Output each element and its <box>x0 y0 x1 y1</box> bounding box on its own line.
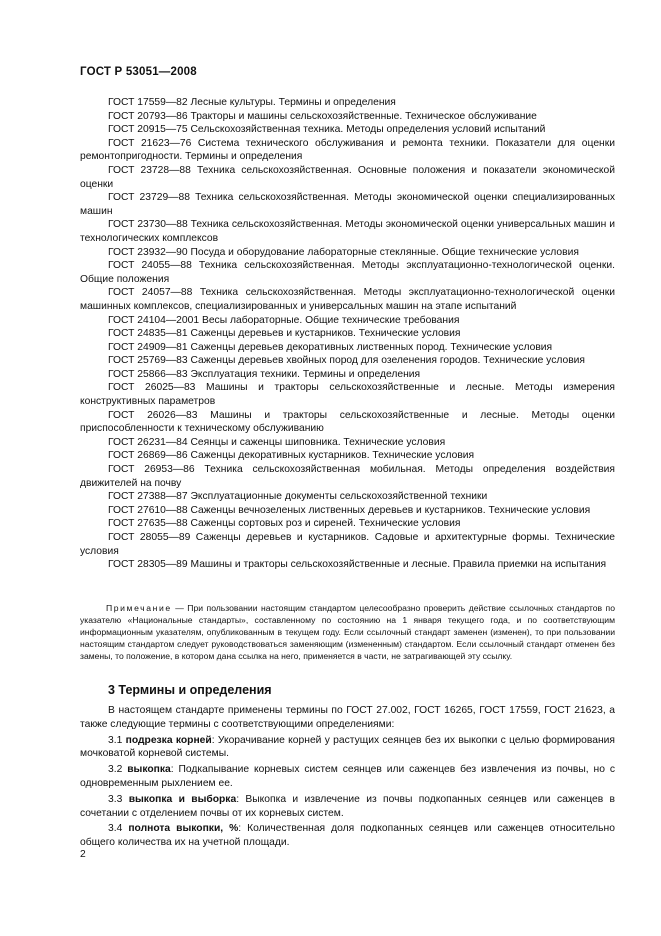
section-intro: В настоящем стандарте применены термины по ГОСТ 27.002, ГОСТ 16265, ГОСТ 17559, ГОСТ 21623, а также следующие термины с соответствующими определениями: <box>80 705 615 730</box>
note-text: — При пользовании настоящим стандартом целесообразно проверить действие ссылочных стандартов по указателю «Национальные стандарты», составленному по состоянию на 1 января текущего года, и по соответствующим информационным указателям, опубликованным в текущем году. Если ссылочный стандарт заменен (изменен), то при пользовании настоящим стандартом следует руководствоваться заменяющим (измененным) стандартом. Если ссылочный стандарт отменен без замены, то положение, в котором дана ссылка на него, применяется в части, не затрагивающей эту ссылку. <box>80 603 615 661</box>
normative-references-list <box>80 96 615 572</box>
term-number: 3.3 <box>108 793 123 805</box>
reference-item: ГОСТ 26869—86 Саженцы декоративных кустарников. Технические условия <box>108 450 475 462</box>
term-name: подрезка корней <box>125 734 212 746</box>
reference-item: ГОСТ 26025—83 Машины и тракторы сельскохозяйственные и лесные. Методы измерения конструктивных параметров <box>80 382 615 408</box>
note-label: Примечание <box>106 603 172 613</box>
reference-item: ГОСТ 26231—84 Сеянцы и саженцы шиповника. Технические условия <box>108 436 446 448</box>
reference-item: ГОСТ 28055—89 Саженцы деревьев и кустарников. Садовые и архитектурные формы. Технические условия <box>80 532 615 557</box>
term-name: выкопка <box>127 764 171 776</box>
references-note <box>80 602 615 662</box>
term-name: выкопка и выборка <box>128 793 237 805</box>
reference-item: ГОСТ 23932—90 Посуда и оборудование лабораторные стеклянные. Общие технические условия <box>108 246 579 258</box>
term-number: 3.2 <box>108 764 123 776</box>
reference-item: ГОСТ 28305—89 Машины и тракторы сельскохозяйственные и лесные. Правила приемки на испытания <box>108 559 607 571</box>
term-number: 3.1 <box>108 734 123 746</box>
reference-item: ГОСТ 27610—88 Саженцы вечнозеленых лиственных деревьев и кустарников. Технические условия <box>108 504 591 516</box>
term-definition: : Выкопка и извлечение из почвы подкопанных сеянцев или саженцев в сочетании с отделением почвы от их корневых систем. <box>80 793 616 819</box>
term-definition: : Укорачивание корней у растущих сеянцев без их выкопки с целью формирования мочковатой корневой системы. <box>80 734 615 760</box>
reference-item: ГОСТ 26953—86 Техника сельскохозяйственная мобильная. Методы определения воздействия движителей на почву <box>80 464 615 489</box>
term-definition: : Количественная доля подкопанных сеянцев или саженцев относительно общего количества их на учетной площади. <box>80 823 615 849</box>
term-definition: : Подкапывание корневых систем сеянцев или саженцев без извлечения из почвы, но с одновременным рыхлением ее. <box>80 764 615 789</box>
term-entry <box>80 822 615 850</box>
reference-item: ГОСТ 27388—87 Эксплуатационные документы сельскохозяйственной техники <box>108 491 488 503</box>
reference-item: ГОСТ 23730—88 Техника сельскохозяйственная. Методы экономической оценки универсальных машин и технологических комплексов <box>80 219 615 244</box>
reference-item: ГОСТ 24909—81 Саженцы деревьев декоративных лиственных пород. Технические условия <box>108 341 553 353</box>
reference-item: ГОСТ 26026—83 Машины и тракторы сельскохозяйственные и лесные. Методы оценки приспособленности к техническому обслуживанию <box>80 409 615 435</box>
reference-item: ГОСТ 24104—2001 Весы лабораторные. Общие технические требования <box>108 314 460 326</box>
reference-item: ГОСТ 23728—88 Техника сельскохозяйственная. Основные положения и показатели экономической оценки <box>80 164 615 190</box>
reference-item: ГОСТ 20793—86 Тракторы и машины сельскохозяйственные. Техническое обслуживание <box>108 110 537 122</box>
reference-item: ГОСТ 24057—88 Техника сельскохозяйственная. Методы эксплуатационно-технологической оценки машинных комплексов, специализированных и универсальных машин на этапе испытаний <box>80 287 615 312</box>
term-entry <box>80 734 615 762</box>
term-entry <box>80 763 615 791</box>
terms-definitions <box>80 704 615 850</box>
reference-item: ГОСТ 25769—83 Саженцы деревьев хвойных пород для озеленения городов. Технические условия <box>108 355 585 367</box>
reference-item: ГОСТ 24055—88 Техника сельскохозяйственная. Методы эксплуатационно-технологической оценки. Общие положения <box>80 260 615 285</box>
document-code-header: ГОСТ Р 53051—2008 <box>80 66 197 78</box>
reference-item: ГОСТ 17559—82 Лесные культуры. Термины и определения <box>108 97 396 108</box>
section-title: 3 Термины и определения <box>108 683 272 697</box>
reference-item: ГОСТ 23729—88 Техника сельскохозяйственная. Методы экономической оценки специализированных машин <box>80 192 615 217</box>
term-number: 3.4 <box>108 823 123 835</box>
reference-item: ГОСТ 25866—83 Эксплуатация техники. Термины и определения <box>108 368 421 380</box>
page-number: 2 <box>80 849 86 860</box>
reference-item: ГОСТ 27635—88 Саженцы сортовых роз и сиреней. Технические условия <box>108 518 461 530</box>
reference-item: ГОСТ 21623—76 Система технического обслуживания и ремонта техники. Показатели для оценки ремонтопригодности. Термины и определения <box>80 137 615 163</box>
term-name: полнота выкопки, % <box>128 823 239 835</box>
term-entry <box>80 793 615 821</box>
reference-item: ГОСТ 24835—81 Саженцы деревьев и кустарников. Технические условия <box>108 328 461 340</box>
reference-item: ГОСТ 20915—75 Сельскохозяйственная техника. Методы определения условий испытаний <box>108 124 546 136</box>
